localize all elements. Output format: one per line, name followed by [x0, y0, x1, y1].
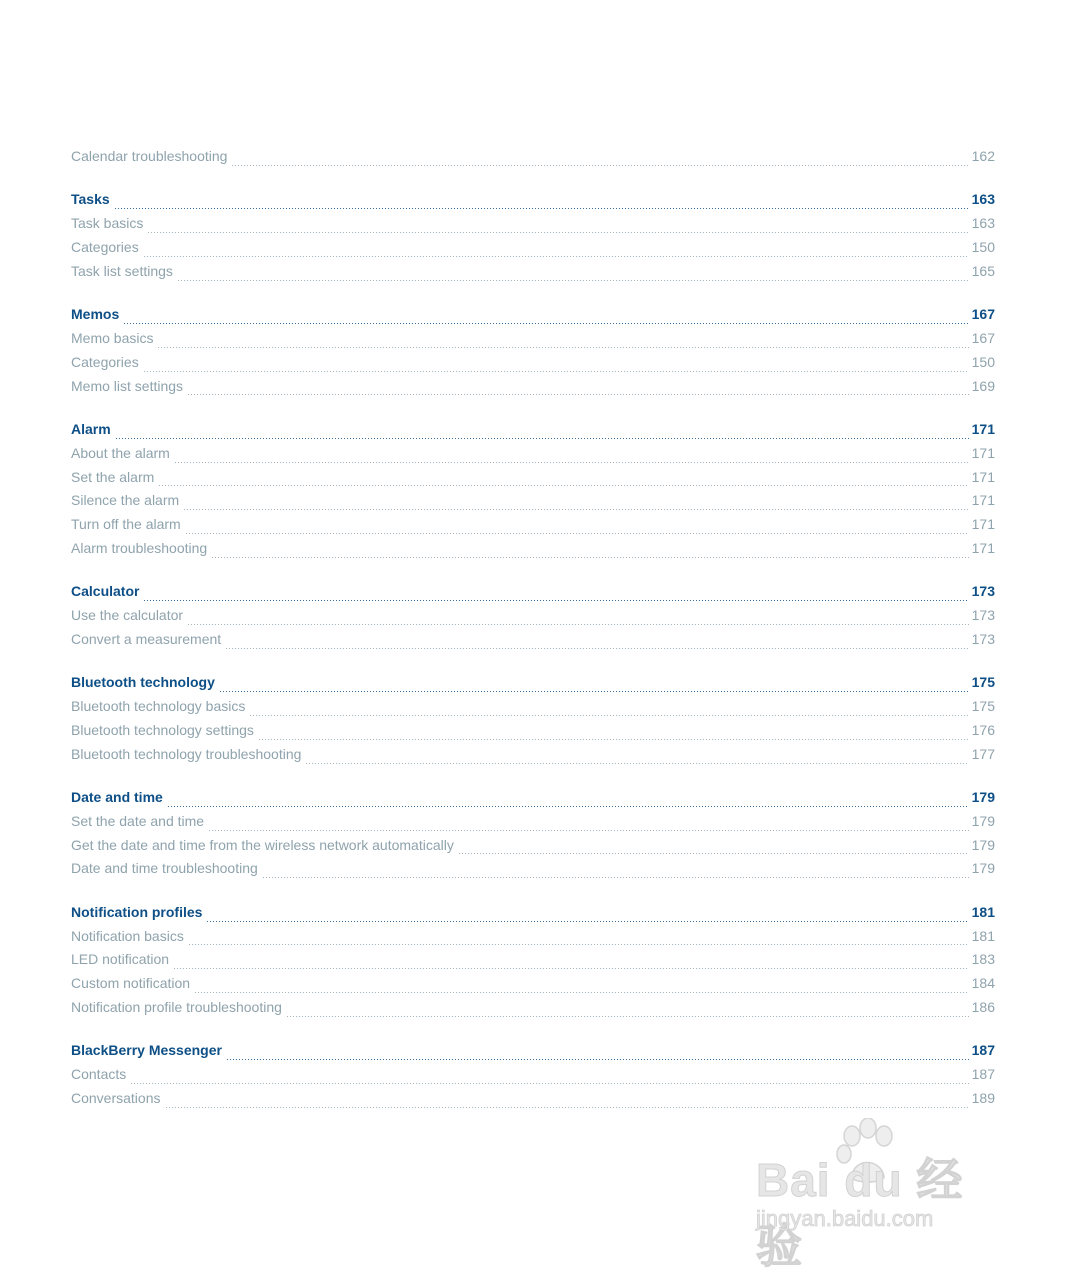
toc-page-number: 171: [971, 516, 995, 533]
toc-entry-title: Task list settings: [71, 262, 173, 279]
toc-entry[interactable]: [71, 148, 995, 172]
toc-entry-title: Get the date and time from the wireless network automatically: [71, 836, 454, 853]
toc-entry[interactable]: [71, 951, 995, 975]
toc-entry[interactable]: [71, 1090, 995, 1114]
toc-section-heading[interactable]: [71, 674, 995, 698]
section-spacer: [71, 1023, 995, 1043]
toc-entry-title: Silence the alarm: [71, 492, 180, 509]
toc-entry-title: Use the calculator: [71, 607, 184, 624]
toc-entry-title: Bluetooth technology basics: [71, 698, 246, 715]
dot-leader: [130, 1083, 968, 1084]
dot-leader: [226, 1059, 969, 1060]
toc-entry-title: LED notification: [71, 951, 170, 968]
toc-entry-title: Bluetooth technology troubleshooting: [71, 745, 302, 762]
toc-entry[interactable]: [71, 330, 995, 354]
toc-entry[interactable]: [71, 813, 995, 837]
toc-page-number: 167: [971, 329, 995, 346]
toc-entry-title: Notification profile troubleshooting: [71, 999, 282, 1016]
toc-entry-title: Memo list settings: [71, 377, 184, 394]
toc-entry-title: Tasks: [71, 191, 110, 208]
toc-page-number: 171: [971, 420, 995, 437]
section-spacer: [71, 564, 995, 584]
toc-page-number: 183: [971, 951, 995, 968]
dot-leader: [183, 509, 968, 510]
toc-entry[interactable]: [71, 378, 995, 402]
toc-page-number: 165: [971, 262, 995, 279]
toc-page-number: 184: [971, 975, 995, 992]
toc-entry-title: Set the alarm: [71, 468, 155, 485]
dot-leader: [157, 347, 968, 348]
toc-entry-title: Bluetooth technology settings: [71, 721, 254, 738]
toc-page-number: 187: [971, 1066, 995, 1083]
toc-entry-title: Categories: [71, 353, 139, 370]
section-spacer: [71, 172, 995, 192]
toc-page-number: 186: [971, 999, 995, 1016]
toc-entry[interactable]: [71, 631, 995, 655]
toc-entry-title: Calculator: [71, 583, 140, 600]
dot-leader: [188, 944, 969, 945]
toc-entry-title: BlackBerry Messenger: [71, 1042, 222, 1059]
dot-leader: [143, 600, 968, 601]
dot-leader: [165, 1107, 969, 1108]
toc-page-number: 175: [971, 698, 995, 715]
toc-entry[interactable]: [71, 746, 995, 770]
toc-entry[interactable]: [71, 975, 995, 999]
toc-entry[interactable]: [71, 354, 995, 378]
toc-entry[interactable]: [71, 215, 995, 239]
toc-entry-title: Date and time: [71, 789, 163, 806]
toc-entry-title: Conversations: [71, 1090, 161, 1107]
toc-entry[interactable]: [71, 1066, 995, 1090]
toc-page-number: 163: [971, 191, 995, 208]
dot-leader: [231, 165, 968, 166]
table-of-contents: [71, 148, 995, 1114]
watermark-url: jingyan.baidu.com: [756, 1206, 934, 1231]
toc-entry-title: Memos: [71, 306, 120, 323]
dot-leader: [262, 877, 969, 878]
dot-leader: [194, 992, 969, 993]
toc-section-heading[interactable]: [71, 583, 995, 607]
toc-entry[interactable]: [71, 722, 995, 746]
toc-page-number: 150: [971, 238, 995, 255]
toc-page-number: 173: [971, 583, 995, 600]
dot-leader: [143, 371, 969, 372]
dot-leader: [187, 394, 969, 395]
toc-section-heading[interactable]: [71, 191, 995, 215]
section-spacer: [71, 287, 995, 307]
toc-entry-title: Custom notification: [71, 975, 191, 992]
toc-entry[interactable]: [71, 928, 995, 952]
toc-entry[interactable]: [71, 469, 995, 493]
dot-leader: [167, 806, 969, 807]
toc-page-number: 179: [971, 812, 995, 829]
dot-leader: [208, 830, 969, 831]
dot-leader: [123, 323, 968, 324]
dot-leader: [211, 557, 968, 558]
toc-page-number: 177: [971, 745, 995, 762]
toc-entry[interactable]: [71, 607, 995, 631]
toc-entry-title: Memo basics: [71, 329, 154, 346]
toc-section-heading[interactable]: [71, 904, 995, 928]
toc-section-heading[interactable]: [71, 789, 995, 813]
dot-leader: [174, 462, 969, 463]
baidu-jingyan-watermark: [752, 1118, 1002, 1272]
toc-page-number: 181: [971, 927, 995, 944]
toc-page-number: 187: [971, 1042, 995, 1059]
toc-page-number: 163: [971, 215, 995, 232]
toc-page-number: 179: [971, 836, 995, 853]
toc-entry-title: About the alarm: [71, 444, 170, 461]
toc-entry-title: Date and time troubleshooting: [71, 860, 258, 877]
dot-leader: [225, 648, 968, 649]
toc-page-number: 189: [971, 1090, 995, 1107]
dot-leader: [177, 280, 969, 281]
dot-leader: [114, 208, 969, 209]
dot-leader: [143, 256, 969, 257]
dot-leader: [249, 715, 968, 716]
section-spacer: [71, 770, 995, 790]
toc-page-number: 176: [971, 721, 995, 738]
toc-entry-title: Alarm: [71, 420, 111, 437]
dot-leader: [219, 691, 969, 692]
dot-leader: [286, 1016, 969, 1017]
toc-entry-title: Set the date and time: [71, 812, 205, 829]
dot-leader: [147, 232, 968, 233]
toc-section-heading[interactable]: [71, 421, 995, 445]
dot-leader: [305, 763, 968, 764]
toc-page-number: 169: [971, 377, 995, 394]
toc-entry[interactable]: [71, 492, 995, 516]
section-spacer: [71, 884, 995, 904]
toc-page-number: 171: [971, 444, 995, 461]
watermark-logo-text: Bai du 经验: [756, 1154, 964, 1272]
toc-page-number: 173: [971, 630, 995, 647]
toc-entry-title: Calendar troubleshooting: [71, 148, 228, 164]
toc-entry-title: Categories: [71, 238, 139, 255]
toc-entry[interactable]: [71, 837, 995, 861]
dot-leader: [258, 739, 969, 740]
toc-entry[interactable]: [71, 445, 995, 469]
toc-page-number: 173: [971, 607, 995, 624]
toc-page-number: 167: [971, 306, 995, 323]
toc-page-number: 171: [971, 539, 995, 556]
dot-leader: [115, 438, 969, 439]
dot-leader: [187, 624, 969, 625]
dot-leader: [173, 968, 969, 969]
toc-page-number: 175: [971, 674, 995, 691]
toc-section-heading[interactable]: [71, 306, 995, 330]
toc-page-number: 162: [971, 148, 995, 164]
toc-entry-title: Task basics: [71, 215, 144, 232]
toc-entry[interactable]: [71, 516, 995, 540]
toc-entry-title: Contacts: [71, 1066, 127, 1083]
toc-entry-title: Bluetooth technology: [71, 674, 215, 691]
dot-leader: [185, 533, 969, 534]
toc-entry-title: Alarm troubleshooting: [71, 539, 208, 556]
toc-entry[interactable]: [71, 540, 995, 564]
toc-section-heading[interactable]: [71, 1042, 995, 1066]
toc-page-number: 179: [971, 789, 995, 806]
toc-entry[interactable]: [71, 860, 995, 884]
toc-page-number: 179: [971, 860, 995, 877]
dot-leader: [158, 485, 968, 486]
toc-page-number: 171: [971, 492, 995, 509]
toc-entry[interactable]: [71, 999, 995, 1023]
toc-entry[interactable]: [71, 239, 995, 263]
section-spacer: [71, 655, 995, 675]
dot-leader: [458, 853, 969, 854]
toc-entry[interactable]: [71, 263, 995, 287]
toc-page-number: 150: [971, 353, 995, 370]
toc-page-number: 171: [971, 468, 995, 485]
toc-page-number: 181: [971, 903, 995, 920]
toc-entry-title: Convert a measurement: [71, 630, 222, 647]
section-spacer: [71, 401, 995, 421]
toc-entry-title: Notification basics: [71, 927, 184, 944]
toc-entry-title: Turn off the alarm: [71, 516, 181, 533]
dot-leader: [206, 921, 968, 922]
toc-entry-title: Notification profiles: [71, 903, 203, 920]
toc-entry[interactable]: [71, 698, 995, 722]
